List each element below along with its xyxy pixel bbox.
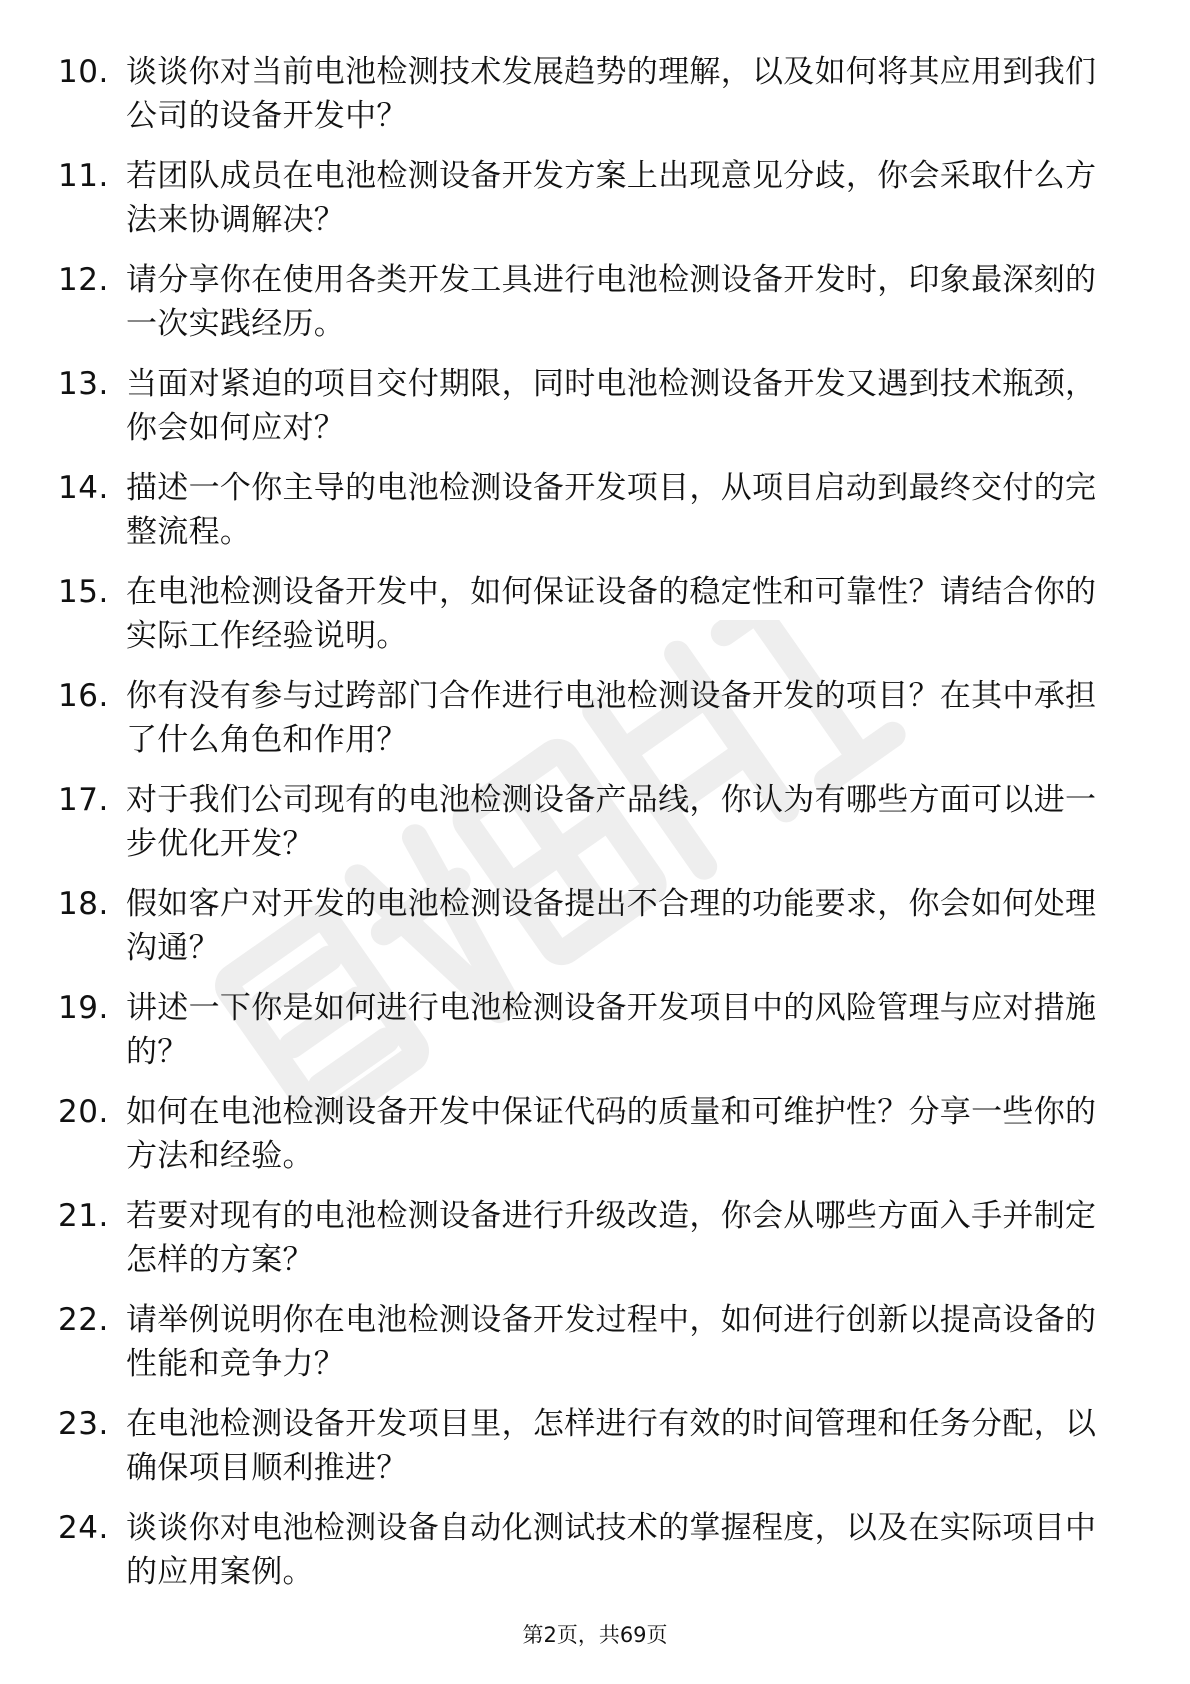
question-text: 你有没有参与过跨部门合作进行电池检测设备开发的项目？在其中承担了什么角色和作用？ xyxy=(126,678,1097,758)
question-text: 在电池检测设备开发中，如何保证设备的稳定性和可靠性？请结合你的实际工作经验说明。 xyxy=(126,574,1097,654)
question-number: 20. xyxy=(58,1094,109,1130)
question-number: 15. xyxy=(58,574,109,610)
question-item xyxy=(0,674,1190,778)
question-number: 14. xyxy=(58,470,109,506)
question-text: 在电池检测设备开发项目里，怎样进行有效的时间管理和任务分配，以确保项目顺利推进？ xyxy=(126,1406,1097,1486)
question-number: 18. xyxy=(58,886,109,922)
question-item xyxy=(0,778,1190,882)
question-number: 21. xyxy=(58,1198,109,1234)
question-number: 13. xyxy=(58,366,109,402)
question-text: 请分享你在使用各类开发工具进行电池检测设备开发时，印象最深刻的一次实践经历。 xyxy=(126,262,1097,342)
question-text: 请举例说明你在电池检测设备开发过程中，如何进行创新以提高设备的性能和竞争力？ xyxy=(126,1302,1097,1382)
question-item xyxy=(0,1402,1190,1506)
question-item xyxy=(0,50,1190,154)
question-item xyxy=(0,1298,1190,1402)
question-number: 17. xyxy=(58,782,109,818)
question-item xyxy=(0,1090,1190,1194)
question-text: 如何在电池检测设备开发中保证代码的质量和可维护性？分享一些你的方法和经验。 xyxy=(126,1094,1097,1174)
question-number: 22. xyxy=(58,1302,109,1338)
question-number: 11. xyxy=(58,158,109,194)
question-text: 谈谈你对电池检测设备自动化测试技术的掌握程度，以及在实际项目中的应用案例。 xyxy=(126,1510,1097,1590)
question-text: 对于我们公司现有的电池检测设备产品线，你认为有哪些方面可以进一步优化开发？ xyxy=(126,782,1097,862)
question-text: 描述一个你主导的电池检测设备开发项目，从项目启动到最终交付的完整流程。 xyxy=(126,470,1097,550)
question-number: 23. xyxy=(58,1406,109,1442)
question-item xyxy=(0,1506,1190,1610)
question-number: 16. xyxy=(58,678,109,714)
page-footer: 第2页，共69页 xyxy=(522,1623,668,1647)
question-number: 19. xyxy=(58,990,109,1026)
question-item xyxy=(0,258,1190,362)
question-item xyxy=(0,362,1190,466)
question-item xyxy=(0,882,1190,986)
question-text: 若要对现有的电池检测设备进行升级改造，你会从哪些方面入手并制定怎样的方案？ xyxy=(126,1198,1097,1278)
question-number: 12. xyxy=(58,262,109,298)
question-text: 讲述一下你是如何进行电池检测设备开发项目中的风险管理与应对措施的？ xyxy=(126,990,1097,1070)
question-item xyxy=(0,570,1190,674)
question-text: 当面对紧迫的项目交付期限，同时电池检测设备开发又遇到技术瓶颈，你会如何应对？ xyxy=(126,366,1097,446)
question-item xyxy=(0,986,1190,1090)
question-text: 若团队成员在电池检测设备开发方案上出现意见分歧，你会采取什么方法来协调解决？ xyxy=(126,158,1097,238)
question-item xyxy=(0,1194,1190,1298)
question-text: 假如客户对开发的电池检测设备提出不合理的功能要求，你会如何处理沟通？ xyxy=(126,886,1097,966)
question-list xyxy=(0,50,1190,1610)
question-item xyxy=(0,466,1190,570)
question-number: 24. xyxy=(58,1510,109,1546)
question-item xyxy=(0,154,1190,258)
question-text: 谈谈你对当前电池检测技术发展趋势的理解，以及如何将其应用到我们公司的设备开发中？ xyxy=(126,54,1097,134)
question-number: 10. xyxy=(58,54,109,90)
